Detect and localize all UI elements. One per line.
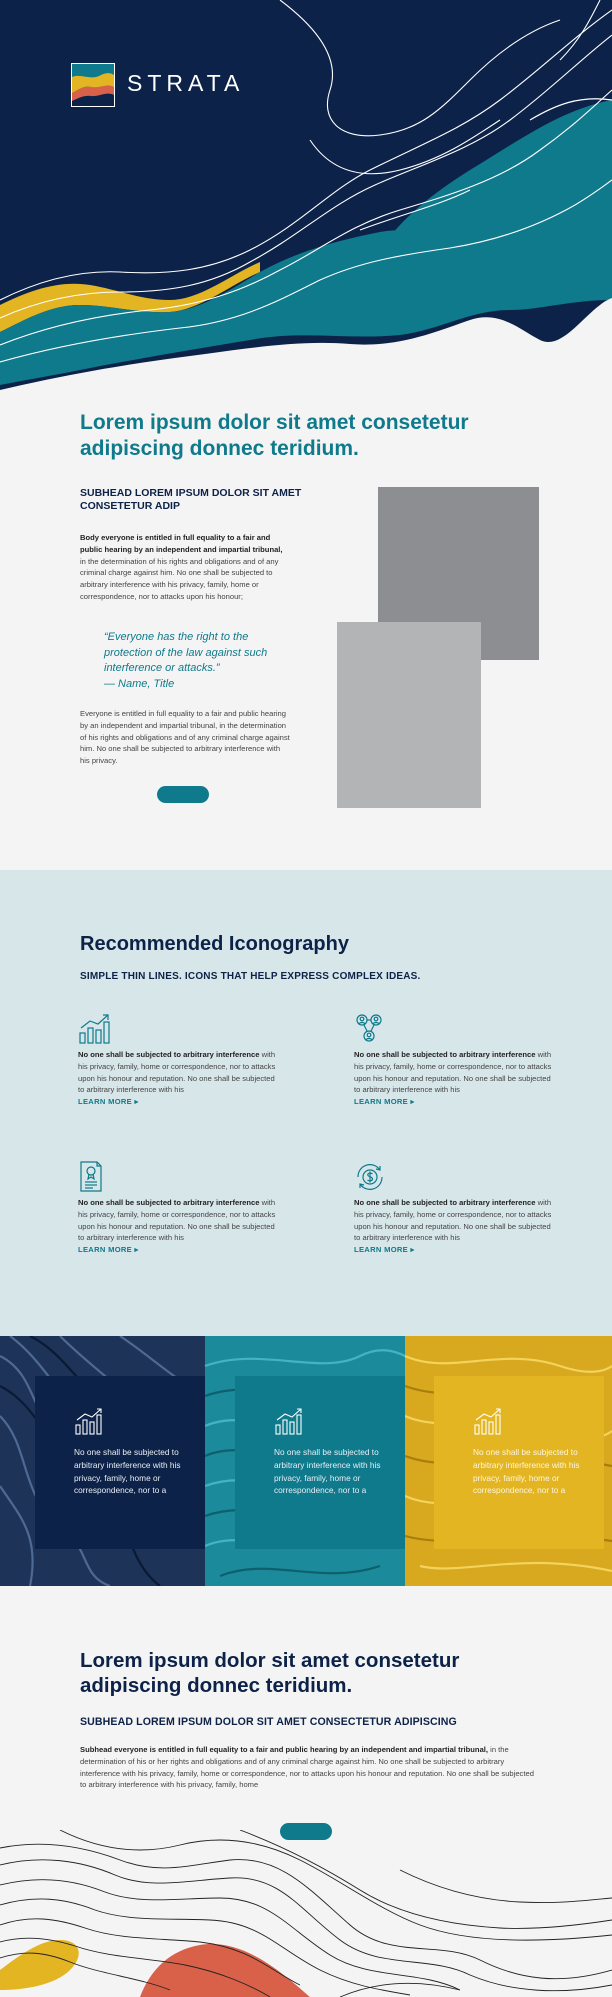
feature-text: [354, 1197, 554, 1244]
feature-item: [354, 1013, 554, 1108]
feature-item: [78, 1161, 278, 1256]
pull-quote-attribution: — Name, Title: [104, 677, 175, 690]
bar-chart-icon: [473, 1407, 503, 1435]
footer-waves: [0, 1830, 612, 1997]
iconography-subtitle: SIMPLE THIN LINES. ICONS THAT HELP EXPRESS COMPLEX IDEAS.: [80, 971, 421, 982]
feature-text-rest: with his privacy, family, home or correspondence, nor to attacks upon his honour and reputation. No one shall be subjected to arbitrary interference with his: [354, 1198, 552, 1243]
hero-banner: [0, 0, 612, 400]
feature-text-bold: No one shall be subjected to arbitrary interference: [78, 1050, 260, 1059]
dollar-cycle-icon: [354, 1161, 388, 1193]
closing-body-bold: Subhead everyone is entitled in full equality to a fair and public hearing by an independent and impartial tribunal,: [80, 1745, 489, 1754]
intro-body: [80, 532, 290, 603]
feature-text-bold: No one shall be subjected to arbitrary interference: [78, 1198, 260, 1207]
feature-text: [354, 1049, 554, 1096]
feature-text-rest: with his privacy, family, home or correspondence, nor to attacks upon his honour and reputation. No one shall be subjected to arbitrary interference with his: [354, 1050, 552, 1095]
texture-card-teal: [235, 1376, 405, 1549]
iconography-title: Recommended Iconography: [80, 933, 349, 955]
learn-more-link[interactable]: LEARN MORE ▸: [78, 1245, 139, 1255]
people-network-icon: [354, 1013, 388, 1045]
pull-quote: [104, 630, 294, 692]
intro-body-secondary: Everyone is entitled in full equality to a fair and public hearing by an independent and impartial tribunal, in the determination of his rights and obligations and of any criminal charge against him. No one shall be subjected to arbitrary interference with his privacy.: [80, 709, 290, 766]
feature-text-rest: with his privacy, family, home or correspondence, nor to attacks upon his honour and reputation. No one shall be subjected to arbitrary interference with his: [78, 1050, 276, 1095]
closing-title: Lorem ipsum dolor sit amet consetetur adipiscing donnec teridium.: [80, 1649, 460, 1697]
texture-card-text: No one shall be subjected to arbitrary interference with his privacy, family, home or correspondence, nor to a: [274, 1447, 381, 1496]
learn-more-link[interactable]: LEARN MORE ▸: [354, 1097, 415, 1107]
feature-item: [78, 1013, 278, 1108]
image-placeholder-front: [337, 622, 481, 808]
closing-subhead: SUBHEAD LOREM IPSUM DOLOR SIT AMET CONSECTETUR ADIPISCING: [80, 1716, 457, 1728]
closing-body: [80, 1744, 540, 1791]
feature-text: [78, 1049, 278, 1096]
texture-card-text: No one shall be subjected to arbitrary interference with his privacy, family, home or correspondence, nor to a: [74, 1447, 181, 1496]
intro-subhead: SUBHEAD LOREM IPSUM DOLOR SIT AMET CONSETETUR ADIP: [80, 487, 302, 512]
bar-chart-icon: [74, 1407, 104, 1435]
learn-more-link[interactable]: LEARN MORE ▸: [354, 1245, 415, 1255]
intro-cta-button[interactable]: [157, 786, 209, 803]
texture-card-text: No one shall be subjected to arbitrary interference with his privacy, family, home or correspondence, nor to a: [473, 1447, 580, 1496]
bar-chart-icon: [78, 1013, 112, 1045]
feature-text-bold: No one shall be subjected to arbitrary interference: [354, 1198, 536, 1207]
texture-card-navy: [35, 1376, 205, 1549]
intro-title: Lorem ipsum dolor sit amet consetetur adipiscing donnec teridium.: [80, 411, 469, 460]
feature-text-bold: No one shall be subjected to arbitrary interference: [354, 1050, 536, 1059]
learn-more-link[interactable]: LEARN MORE ▸: [78, 1097, 139, 1107]
document-icon: [78, 1161, 112, 1193]
pull-quote-text: “Everyone has the right to the protection of the law against such interference or attacks.”: [104, 631, 268, 674]
intro-body-rest: in the determination of his rights and obligations and of any criminal charge against him. No one shall be subjected to arbitrary interference with his privacy, family, home or correspondence, nor to attacks upon his honour;: [80, 556, 279, 601]
bar-chart-icon: [274, 1407, 304, 1435]
intro-body-bold: Body everyone is entitled in full equality to a fair and public hearing by an independent and impartial tribunal,: [80, 533, 283, 554]
feature-text: [78, 1197, 278, 1244]
texture-card-yellow: [434, 1376, 604, 1549]
logo-mark-icon: [71, 63, 115, 107]
closing-body-rest: in the determination of his or her rights and obligations and of any criminal charge against him. No one shall be subjected to arbitrary interference with his privacy, family, home or correspondence, nor to attacks upon his honour and reputation. No one shall be subjected to arbitrary interference with his privacy, family, home: [80, 1745, 534, 1790]
feature-text-rest: with his privacy, family, home or correspondence, nor to attacks upon his honour and reputation. No one shall be subjected to arbitrary interference with his: [78, 1198, 276, 1243]
brand-name: STRATA: [127, 70, 245, 96]
feature-item: [354, 1161, 554, 1256]
